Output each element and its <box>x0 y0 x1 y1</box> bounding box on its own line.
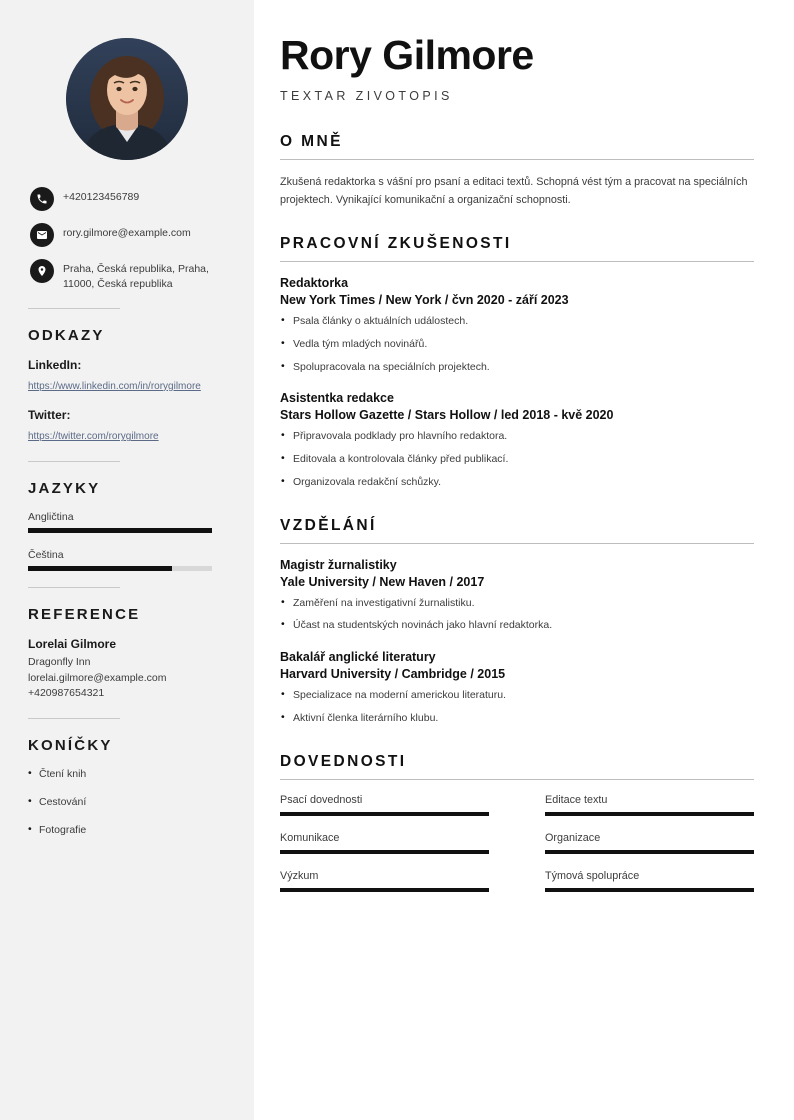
entry-bullet: • Zaměření na investigativní žurnalistiku. <box>280 596 754 612</box>
skill-name: Psací dovednosti <box>280 793 363 806</box>
divider <box>28 461 120 462</box>
language-name: Čeština <box>28 548 64 561</box>
contact-item-phone <box>30 186 226 211</box>
skill-bar <box>280 888 489 892</box>
entry-bullet: • Organizovala redakční schůzky. <box>280 475 754 491</box>
section-rule <box>280 779 754 780</box>
language-name: Angličtina <box>28 510 74 523</box>
link-url-twitter[interactable]: https://twitter.com/rorygilmore <box>28 431 159 443</box>
language-level-bar <box>28 566 212 571</box>
divider <box>28 718 120 719</box>
page-title: Rory Gilmore <box>280 32 534 78</box>
skill-item <box>280 832 489 854</box>
entry-bullet: • Vedla tým mladých novinářů. <box>280 337 754 353</box>
about-text: Zkušená redaktorka s vášní pro psaní a editaci textů. Schopná vést tým a pracovat na speciálních projektech. Vynikající komunikační a organizační schopnosti. <box>280 176 748 206</box>
experience-entry <box>280 391 754 490</box>
education-entry <box>280 650 754 727</box>
section-heading-skills: DOVEDNOSTI <box>280 752 407 770</box>
link-label: LinkedIn: <box>28 357 82 372</box>
contact-item-email <box>30 222 226 247</box>
profile-photo-illustration <box>66 38 188 160</box>
entry-bullet: • Specializace na moderní americkou literaturu. <box>280 688 754 704</box>
reference-company: Dragonfly Inn <box>28 655 91 668</box>
skills-grid <box>280 794 754 892</box>
skill-name: Výzkum <box>280 869 319 882</box>
hobby-item: • Čtení knih <box>28 768 226 780</box>
entry-title: Redaktorka <box>280 276 349 291</box>
entry-bullet: • Spolupracovala na speciálních projektech. <box>280 360 754 376</box>
entry-title: Asistentka redakce <box>280 391 394 406</box>
link-item-linkedin <box>28 358 226 395</box>
skill-item <box>280 870 489 892</box>
entry-title: Magistr žurnalistiky <box>280 557 397 572</box>
section-skills <box>280 753 754 892</box>
entry-bullet: • Připravovala podklady pro hlavního redaktora. <box>280 429 754 445</box>
entry-title: Bakalář anglické literatury <box>280 650 436 665</box>
language-level-fill <box>28 528 212 533</box>
language-item <box>28 511 226 533</box>
section-heading-links: ODKAZY <box>28 326 105 344</box>
hobby-item: • Fotografie <box>28 824 226 836</box>
avatar <box>28 38 226 160</box>
section-heading-references: REFERENCE <box>28 605 141 623</box>
skill-name: Organizace <box>545 831 601 844</box>
entry-bullet: • Editovala a kontrolovala články před publikací. <box>280 452 754 468</box>
contact-list <box>30 186 226 292</box>
reference-email: lorelai.gilmore@example.com <box>28 671 167 684</box>
skill-bar <box>280 812 489 816</box>
section-heading-languages: JAZYKY <box>28 479 101 497</box>
skill-name: Komunikace <box>280 831 340 844</box>
skill-item <box>545 832 754 854</box>
skill-bar <box>545 812 754 816</box>
section-rule <box>280 543 754 544</box>
location-text: Praha, Česká republika, Praha, 11000, Česká republika <box>63 263 209 290</box>
link-item-twitter <box>28 408 226 445</box>
email-text: rory.gilmore@example.com <box>63 227 191 239</box>
skill-name: Týmová spolupráce <box>545 869 640 882</box>
section-education <box>280 517 754 727</box>
skill-name: Editace textu <box>545 793 608 806</box>
entry-meta: Harvard University / Cambridge / 2015 <box>280 667 506 682</box>
language-item <box>28 549 226 571</box>
reference-name: Lorelai Gilmore <box>28 636 117 651</box>
section-rule <box>280 159 754 160</box>
page-subtitle: TEXTAR ZIVOTOPIS <box>280 89 453 104</box>
language-level-fill <box>28 566 172 571</box>
email-icon <box>30 223 54 247</box>
section-about <box>280 133 754 209</box>
entry-meta: New York Times / New York / čvn 2020 - září 2023 <box>280 293 569 308</box>
entry-bullet: • Psala články o aktuálních událostech. <box>280 314 754 330</box>
skill-item <box>545 794 754 816</box>
language-level-bar <box>28 528 212 533</box>
entry-meta: Stars Hollow Gazette / Stars Hollow / led 2018 - kvě 2020 <box>280 408 614 423</box>
main-content <box>254 0 794 1120</box>
contact-item-location <box>30 258 226 292</box>
skill-item <box>545 870 754 892</box>
reference-phone: +420987654321 <box>28 687 105 700</box>
section-rule <box>280 261 754 262</box>
entry-bullet: • Aktivní členka literárního klubu. <box>280 711 754 727</box>
sidebar <box>0 0 254 1120</box>
skill-item <box>280 794 489 816</box>
reference-item <box>28 637 226 702</box>
phone-icon <box>30 187 54 211</box>
hobby-item: • Cestování <box>28 796 226 808</box>
education-entry <box>280 558 754 635</box>
section-heading-about: O MNĚ <box>280 133 343 151</box>
location-icon <box>30 259 54 283</box>
section-heading-experience: PRACOVNÍ ZKUŠENOSTI <box>280 235 512 253</box>
experience-entry <box>280 276 754 375</box>
phone-text: +420123456789 <box>63 191 140 203</box>
section-heading-hobbies: KONÍČKY <box>28 737 113 755</box>
skill-bar <box>545 888 754 892</box>
entry-meta: Yale University / New Haven / 2017 <box>280 574 485 589</box>
skill-bar <box>280 850 489 854</box>
divider <box>28 308 120 309</box>
skill-bar <box>545 850 754 854</box>
section-heading-education: VZDĚLÁNÍ <box>280 516 377 534</box>
entry-bullet: • Účast na studentských novinách jako hlavní redaktorka. <box>280 618 754 634</box>
section-experience <box>280 235 754 491</box>
profile-photo <box>66 38 188 160</box>
divider <box>28 587 120 588</box>
link-label: Twitter: <box>28 408 71 423</box>
link-url-linkedin[interactable]: https://www.linkedin.com/in/rorygilmore <box>28 380 201 392</box>
